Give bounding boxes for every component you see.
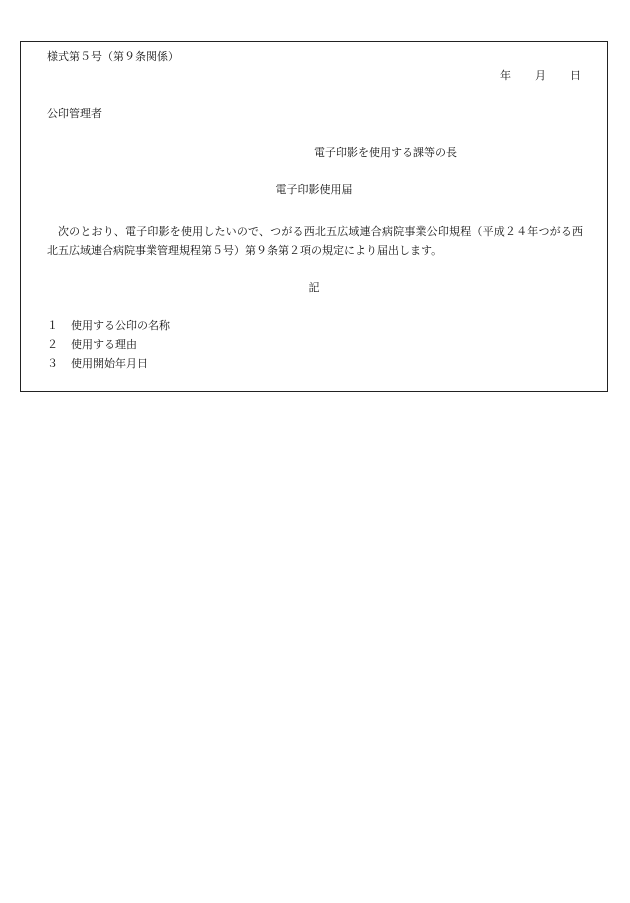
addressee: 公印管理者 xyxy=(47,107,102,120)
form-number-label: 様式第５号（第９条関係） xyxy=(47,50,179,63)
list-item-number: １ xyxy=(47,319,58,332)
ki-heading: 記 xyxy=(308,281,320,294)
form-frame xyxy=(20,41,608,392)
list-item-label: 使用する理由 xyxy=(71,338,137,351)
date-row xyxy=(500,69,581,83)
date-year-label: 年 xyxy=(500,69,511,82)
list-item-number: ２ xyxy=(47,338,58,351)
list-item-label: 使用する公印の名称 xyxy=(71,319,170,332)
list-item xyxy=(47,319,170,333)
list-item xyxy=(47,338,137,352)
list-item-number: ３ xyxy=(47,357,58,370)
body-text: 次のとおり、電子印影を使用したいので、つがる西北五広域連合病院事業公印規程（平成２４年つがる西北五広域連合病院事業管理規程第５号）第９条第２項の規定により届出します。 xyxy=(47,225,583,257)
list-item-label: 使用開始年月日 xyxy=(71,357,148,370)
applicant: 電子印影を使用する課等の長 xyxy=(314,146,457,159)
list-item xyxy=(47,357,148,371)
document-title: 電子印影使用届 xyxy=(275,183,353,196)
date-month-label: 月 xyxy=(535,69,546,82)
date-day-label: 日 xyxy=(570,69,581,82)
